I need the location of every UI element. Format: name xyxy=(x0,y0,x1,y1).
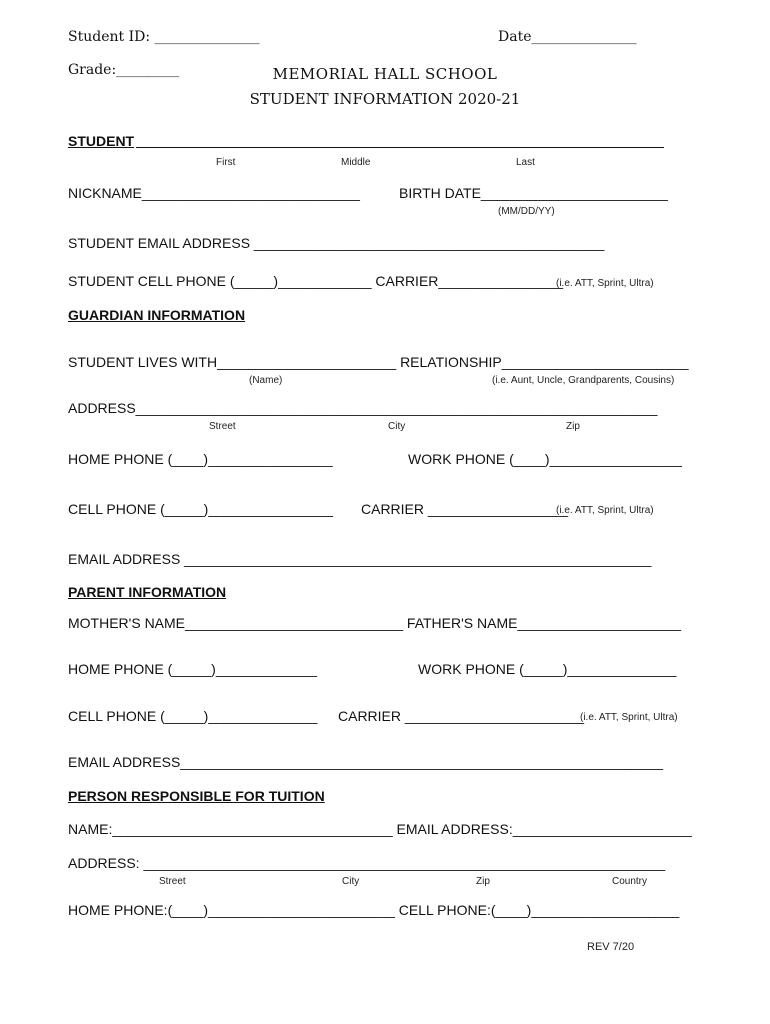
parent-carrier-hint: (i.e. ATT, Sprint, Ultra) xyxy=(580,712,678,723)
form-title: STUDENT INFORMATION 2020-21 xyxy=(249,90,521,108)
guardian-zip-hint: Zip xyxy=(566,421,580,432)
middle-hint: Middle xyxy=(341,157,371,168)
student-id-label: Student ID: _______________ xyxy=(68,29,260,45)
tuition-address-field[interactable]: ADDRESS: ___________________________________________________________________ xyxy=(68,855,666,871)
guardian-city-hint: City xyxy=(388,421,406,432)
guardian-work-phone-field[interactable]: WORK PHONE (____)_________________ xyxy=(408,451,682,467)
birth-date-field[interactable]: BIRTH DATE________________________ xyxy=(399,185,668,201)
parent-work-phone-field[interactable]: WORK PHONE (_____)______________ xyxy=(418,661,677,677)
lives-with-name-hint: (Name) xyxy=(249,375,283,386)
lives-with-field[interactable]: STUDENT LIVES WITH_______________________ RELATIONSHIP________________________ xyxy=(68,354,689,370)
parent-carrier-field[interactable]: CARRIER _______________________ xyxy=(338,708,584,724)
student-cell-phone-field[interactable]: STUDENT CELL PHONE (_____)____________ CARRIER________________ xyxy=(68,273,563,289)
school-name: MEMORIAL HALL SCHOOL xyxy=(272,65,498,83)
parent-names-field[interactable]: MOTHER'S NAME____________________________ FATHER'S NAME_____________________ xyxy=(68,615,681,631)
tuition-heading: PERSON RESPONSIBLE FOR TUITION xyxy=(68,788,325,804)
parent-cell-phone-field[interactable]: CELL PHONE (_____)______________ xyxy=(68,708,318,724)
tuition-phones-field[interactable]: HOME PHONE:(____)________________________ CELL PHONE:(____)___________________ xyxy=(68,902,680,918)
first-hint: First xyxy=(216,157,236,168)
tuition-city-hint: City xyxy=(342,876,360,887)
grade-label: Grade:_________ xyxy=(68,62,180,78)
guardian-cell-phone-field[interactable]: CELL PHONE (_____)________________ xyxy=(68,501,333,517)
last-hint: Last xyxy=(516,157,535,168)
guardian-heading: GUARDIAN INFORMATION xyxy=(68,307,246,323)
tuition-street-hint: Street xyxy=(159,876,186,887)
tuition-name-email-field[interactable]: NAME:____________________________________ EMAIL ADDRESS:_______________________ xyxy=(68,821,692,837)
student-name-field[interactable] xyxy=(136,147,664,148)
revision-label: REV 7/20 xyxy=(587,941,635,953)
guardian-carrier-hint: (i.e. ATT, Sprint, Ultra) xyxy=(556,505,654,516)
parent-email-field[interactable]: EMAIL ADDRESS______________________________________________________________ xyxy=(68,754,664,770)
tuition-country-hint: Country xyxy=(612,876,648,887)
relationship-hint: (i.e. Aunt, Uncle, Grandparents, Cousins) xyxy=(492,375,675,386)
nickname-field[interactable]: NICKNAME____________________________ xyxy=(68,185,360,201)
birth-date-hint: (MM/DD/YY) xyxy=(498,206,555,217)
parent-heading: PARENT INFORMATION xyxy=(68,584,227,600)
guardian-street-hint: Street xyxy=(209,421,236,432)
guardian-carrier-field[interactable]: CARRIER __________________ xyxy=(361,501,569,517)
tuition-zip-hint: Zip xyxy=(476,876,490,887)
guardian-address-field[interactable]: ADDRESS___________________________________________________________________ xyxy=(68,400,658,416)
student-carrier-hint: (i.e. ATT, Sprint, Ultra) xyxy=(556,278,654,289)
guardian-email-field[interactable]: EMAIL ADDRESS ____________________________________________________________ xyxy=(68,551,652,567)
date-label: Date_______________ xyxy=(498,29,637,45)
guardian-home-phone-field[interactable]: HOME PHONE (____)________________ xyxy=(68,451,333,467)
student-email-field[interactable]: STUDENT EMAIL ADDRESS _____________________________________________ xyxy=(68,235,605,251)
parent-home-phone-field[interactable]: HOME PHONE (_____)_____________ xyxy=(68,661,318,677)
student-heading: STUDENT xyxy=(68,133,135,149)
